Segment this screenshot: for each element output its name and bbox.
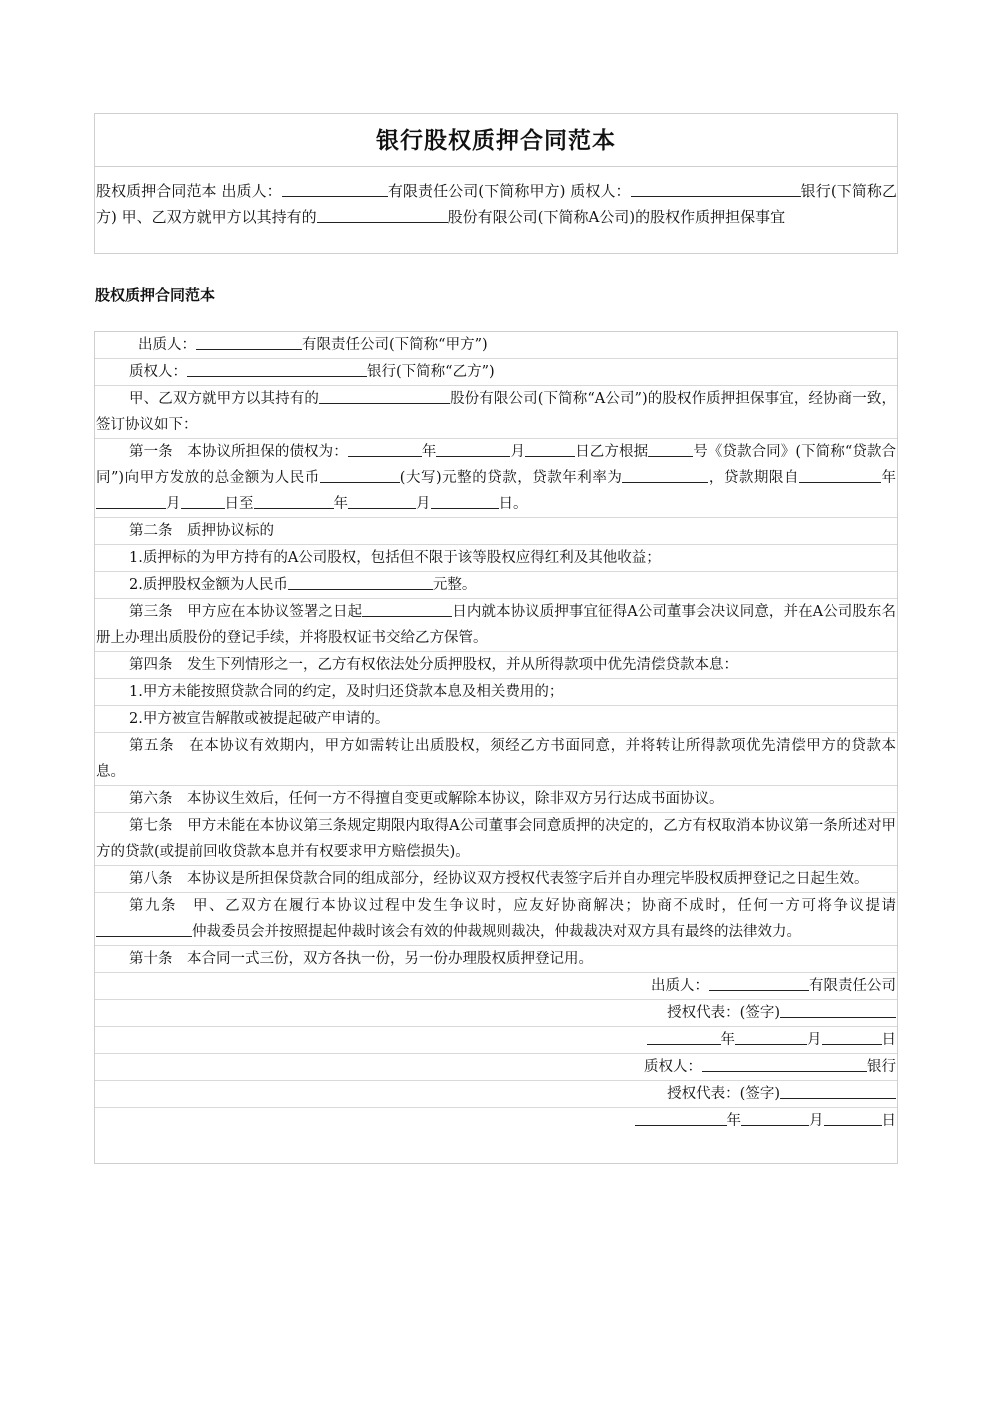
article-10-row: 第十条 本合同一式三份，双方各执一份，另一份办理股权质押登记用。 — [95, 946, 897, 973]
blank-line — [648, 439, 693, 457]
sig-day-2: 日 — [881, 1113, 896, 1129]
pledgor-row — [95, 332, 897, 359]
a2-heading: 第二条 质押协议标的 — [129, 523, 274, 539]
blank-line — [282, 179, 388, 197]
blank-line — [631, 179, 801, 197]
preamble-row — [95, 386, 897, 439]
signature-rep-row — [95, 1000, 897, 1027]
a1-text-1: 第一条 本协议所担保的债权为： — [129, 444, 348, 460]
preamble-text-1: 甲、乙双方就甲方以其持有的 — [129, 391, 319, 407]
pledgee-row — [95, 359, 897, 386]
sig-day: 日 — [881, 1032, 896, 1048]
blank-line — [525, 439, 575, 457]
a1-text-4: 日乙方根据 — [575, 444, 649, 460]
a1-year: 年 — [421, 444, 437, 460]
sig-pledgee-suffix: 银行 — [867, 1059, 896, 1075]
blank-line — [181, 491, 225, 509]
sig-rep-label: 授权代表：(签字) — [667, 1005, 780, 1021]
blank-line — [702, 1054, 867, 1072]
a1-text-9: 月 — [166, 496, 181, 512]
a2-item-2-text-1: 2.质押股权金额为人民币 — [129, 577, 288, 593]
blank-line — [362, 599, 452, 617]
preamble-text-2: 股份有限公司(下简称“A公司”)的股权作质押担保事宜，经协商一致，签订协议如下： — [96, 391, 897, 433]
contract-table — [94, 331, 898, 1164]
a9-text-2: 仲裁委员会并按照提起仲裁时该会有效的仲裁规则裁决，仲裁裁决对双方具有最终的法律效力。 — [192, 924, 801, 940]
article-2-item-1-row — [95, 545, 897, 572]
blank-line — [431, 491, 499, 509]
summary-text-3: 银行(下简称乙方) 甲、乙双方就甲方以其持有的 — [96, 182, 897, 226]
a1-text-5: 号《贷款合同》(下简称“贷款合同”)向甲方发放的总金额为人民币 — [96, 444, 897, 486]
pledgee-label: 质权人： — [129, 364, 187, 380]
article-3-row — [95, 599, 897, 652]
summary-text-2: 有限责任公司(下简称甲方) 质权人： — [387, 182, 631, 200]
sig-rep-label-2: 授权代表：(签字) — [667, 1086, 780, 1102]
a3-text-2: 日内就本协议质押事宜征得A公司董事会决议同意，并在A公司股东名册上办理出质股份的登记手续，并将股权证书交给乙方保管。 — [96, 604, 896, 646]
sig-pledgee-label: 质权人： — [644, 1059, 702, 1075]
blank-line — [436, 439, 510, 457]
blank-line — [196, 332, 302, 350]
a3-text-1: 第三条 甲方应在本协议签署之日起 — [129, 604, 363, 620]
signature-pledgor-row — [95, 973, 897, 1000]
blank-line — [187, 359, 367, 377]
a4-item-1: 1.甲方未能按照贷款合同的约定，及时归还贷款本息及相关费用的； — [129, 684, 564, 700]
article-7-row: 第七条 甲方未能在本协议第三条规定期限内取得A公司董事会同意质押的决定的，乙方有权取消本协议第一条所述对甲方的贷款(或提前回收贷款本息并有权要求甲方赔偿损失)。 — [95, 813, 897, 866]
sig-month: 月 — [807, 1032, 822, 1048]
blank-line — [622, 465, 708, 483]
document-title: 银行股权质押合同范本 — [95, 114, 897, 167]
sig-year-2: 年 — [726, 1113, 741, 1129]
blank-line — [647, 1027, 721, 1045]
article-2-item-2-row — [95, 572, 897, 599]
blank-line — [824, 1108, 882, 1126]
blank-line — [96, 919, 192, 937]
article-4-row — [95, 652, 897, 679]
summary-paragraph — [95, 178, 897, 230]
summary-text-4: 股份有限公司(下简称A公司)的股权作质押担保事宜 — [447, 208, 786, 226]
a1-text-12: 月 — [416, 496, 431, 512]
a4-heading: 第四条 发生下列情形之一，乙方有权依法处分质押股权，并从所得款项中优先清偿贷款本息： — [129, 657, 738, 673]
blank-line — [96, 491, 166, 509]
blank-line — [348, 491, 416, 509]
blank-line — [822, 1027, 882, 1045]
article-8-row: 第八条 本协议是所担保贷款合同的组成部分，经协议双方授权代表签字后并自办理完毕股权质押登记之日起生效。 — [95, 866, 897, 893]
blank-line — [288, 572, 433, 590]
a1-text-8: 年 — [880, 470, 896, 486]
a2-item-1: 1.质押标的为甲方持有的A公司股权，包括但不限于该等股权应得红利及其他收益； — [129, 550, 661, 566]
article-4-item-1-row — [95, 679, 897, 706]
pledgor-suffix: 有限责任公司(下简称“甲方”) — [302, 337, 488, 353]
a4-item-2: 2.甲方被宣告解散或被提起破产申请的。 — [129, 711, 390, 727]
blank-line — [780, 1000, 896, 1018]
blank-line — [709, 973, 809, 991]
a1-text-11: 年 — [333, 496, 348, 512]
blank-line — [741, 1108, 809, 1126]
article-9-row — [95, 893, 897, 946]
a1-text-6: (大写)元整的贷款，贷款年利率为 — [399, 470, 623, 486]
section-heading: 股权质押合同范本 — [95, 286, 216, 304]
blank-line — [735, 1027, 807, 1045]
sig-month-2: 月 — [809, 1113, 824, 1129]
pledgee-suffix: 银行(下简称“乙方”) — [367, 364, 495, 380]
article-1-row — [95, 439, 897, 518]
pledgor-label: 出质人： — [138, 337, 196, 353]
a1-text-10: 日至 — [224, 496, 254, 512]
signature-rep2-row — [95, 1081, 897, 1108]
signature-pledgee-row — [95, 1054, 897, 1081]
a1-text-7: ，贷款期限自 — [708, 470, 799, 486]
blank-line — [254, 491, 334, 509]
article-6-row: 第六条 本协议生效后，任何一方不得擅自变更或解除本协议，除非双方另行达成书面协议。 — [95, 786, 897, 813]
blank-line — [635, 1108, 727, 1126]
a1-text-13: 日。 — [498, 496, 528, 512]
blank-line — [348, 439, 422, 457]
article-4-item-2-row — [95, 706, 897, 733]
blank-line — [317, 205, 448, 223]
a2-item-2-text-2: 元整。 — [432, 577, 477, 593]
sig-pledgor-suffix: 有限责任公司 — [809, 978, 896, 994]
article-5-row: 第五条 在本协议有效期内，甲方如需转让出质股权，须经乙方书面同意，并将转让所得款项优先清偿甲方的贷款本息。 — [95, 733, 897, 786]
summary-text-1: 股权质押合同范本 出质人： — [96, 182, 282, 200]
sig-pledgor-label: 出质人： — [651, 978, 709, 994]
a9-text-1: 第九条 甲、乙双方在履行本协议过程中发生争议时，应友好协商解决；协商不成时，任何一方可将争议提请 — [129, 898, 896, 914]
signature-date-row — [95, 1027, 897, 1054]
signature-date2-row — [95, 1108, 897, 1134]
article-2-row — [95, 518, 897, 545]
sig-year: 年 — [720, 1032, 735, 1048]
a1-month: 月 — [510, 444, 526, 460]
blank-line — [319, 386, 450, 404]
blank-line — [780, 1081, 896, 1099]
blank-line — [320, 465, 400, 483]
blank-line — [799, 465, 881, 483]
header-table — [94, 113, 898, 254]
